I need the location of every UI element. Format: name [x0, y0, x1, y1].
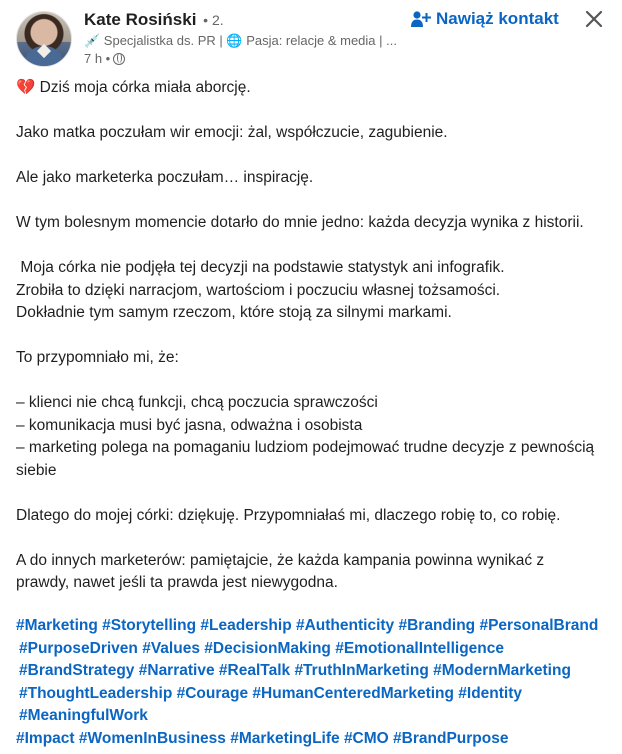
post-line: Zrobiła to dzięki narracjom, wartościom i poczuciu własnej tożsamości.	[16, 281, 501, 299]
post-body	[16, 77, 612, 595]
hashtag-link[interactable]: #CMO	[343, 729, 389, 747]
post-time	[84, 51, 125, 66]
hashtag-link[interactable]: #DecisionMaking	[204, 639, 331, 657]
avatar[interactable]	[16, 11, 72, 67]
connection-degree: • 2.	[203, 12, 224, 28]
hashtag-link[interactable]: #EmotionalIntelligence	[335, 639, 505, 657]
post-line: prawdy, nawet jeśli ta prawda jest niewygodna.	[16, 574, 338, 591]
globe-icon	[113, 53, 125, 65]
post-line: To przypomniało mi, że:	[16, 349, 179, 366]
connect-button[interactable]	[411, 6, 559, 32]
hashtag-link[interactable]: #Leadership	[200, 617, 292, 634]
hashtag-link[interactable]: #PersonalBrand	[479, 617, 599, 634]
hashtag-link[interactable]: #ThoughtLeadership	[19, 684, 173, 702]
hashtag-link[interactable]: #HumanCenteredMarketing	[252, 684, 454, 702]
post-line: – marketing polega na pomaganiu ludziom podejmować trudne decyzje z pewnością	[16, 439, 595, 456]
hashtag-row	[16, 638, 612, 661]
hashtag-link[interactable]: #WomenInBusiness	[78, 729, 226, 747]
hashtag-link[interactable]: #Storytelling	[102, 617, 197, 634]
hashtag-link[interactable]: #ModernMarketing	[433, 662, 571, 679]
hashtag-link[interactable]: #RealTalk	[218, 662, 291, 679]
close-icon[interactable]	[583, 8, 605, 30]
hashtag-row	[16, 683, 612, 706]
post-line: siebie	[16, 461, 57, 479]
hashtag-link[interactable]: #Authenticity	[295, 617, 395, 634]
hashtag-link[interactable]: #MarketingLife	[230, 729, 340, 747]
hashtag-list	[16, 615, 612, 750]
post-line: Ale jako marketerka poczułam… inspirację.	[16, 169, 314, 186]
hashtag-link[interactable]: #Marketing	[16, 617, 98, 634]
post-line: Dokładnie tym samym rzeczom, które stoją za silnymi markami.	[16, 304, 452, 321]
post-header	[0, 0, 622, 70]
hashtag-link[interactable]: #PurposeDriven	[19, 639, 138, 657]
hashtag-link[interactable]: #BrandStrategy	[19, 662, 135, 679]
hashtag-row	[16, 728, 612, 751]
post-line: Moja córka nie podjęła tej decyzji na podstawie statystyk ani infografik.	[16, 259, 505, 276]
hashtag-link[interactable]: #Courage	[176, 684, 249, 702]
hashtag-link[interactable]: #Identity	[458, 684, 523, 702]
add-person-icon	[411, 10, 431, 28]
hashtag-link[interactable]: #Values	[142, 639, 200, 657]
author-headline: 💉 Specjalistka ds. PR | 🌐 Pasja: relacje & media | ...	[84, 33, 397, 48]
hashtag-link[interactable]: #Narrative	[138, 662, 215, 679]
hashtag-row	[16, 705, 612, 728]
post-line: Jako matka poczułam wir emocji: żal, współczucie, zagubienie.	[16, 124, 448, 141]
post-line: – komunikacja musi być jasna, odważna i osobista	[16, 416, 363, 434]
post-line: 💔 Dziś moja córka miała aborcję.	[16, 79, 251, 96]
post-line: Dlatego do mojej córki: dziękuję. Przypomniałaś mi, dlaczego robię to, co robię.	[16, 506, 561, 524]
hashtag-link[interactable]: #MeaningfulWork	[19, 707, 148, 724]
hashtag-link[interactable]: #BrandPurpose	[393, 729, 509, 747]
hashtag-link[interactable]: #Impact	[16, 729, 75, 747]
hashtag-link[interactable]: #TruthInMarketing	[294, 662, 429, 679]
post-line: W tym bolesnym momencie dotarło do mnie jedno: każda decyzja wynika z historii.	[16, 214, 584, 231]
post-line: A do innych marketerów: pamiętajcie, że każda kampania powinna wynikać z	[16, 551, 545, 569]
post-line: – klienci nie chcą funkcji, chcą poczucia sprawczości	[16, 394, 378, 411]
author-name-line	[84, 10, 224, 30]
hashtag-row	[16, 615, 612, 638]
hashtag-row	[16, 660, 612, 683]
post-time-text: 7 h •	[84, 51, 111, 66]
author-name[interactable]: Kate Rosiński	[84, 10, 197, 29]
connect-button-label: Nawiąż kontakt	[436, 9, 559, 28]
hashtag-link[interactable]: #Branding	[398, 617, 476, 634]
